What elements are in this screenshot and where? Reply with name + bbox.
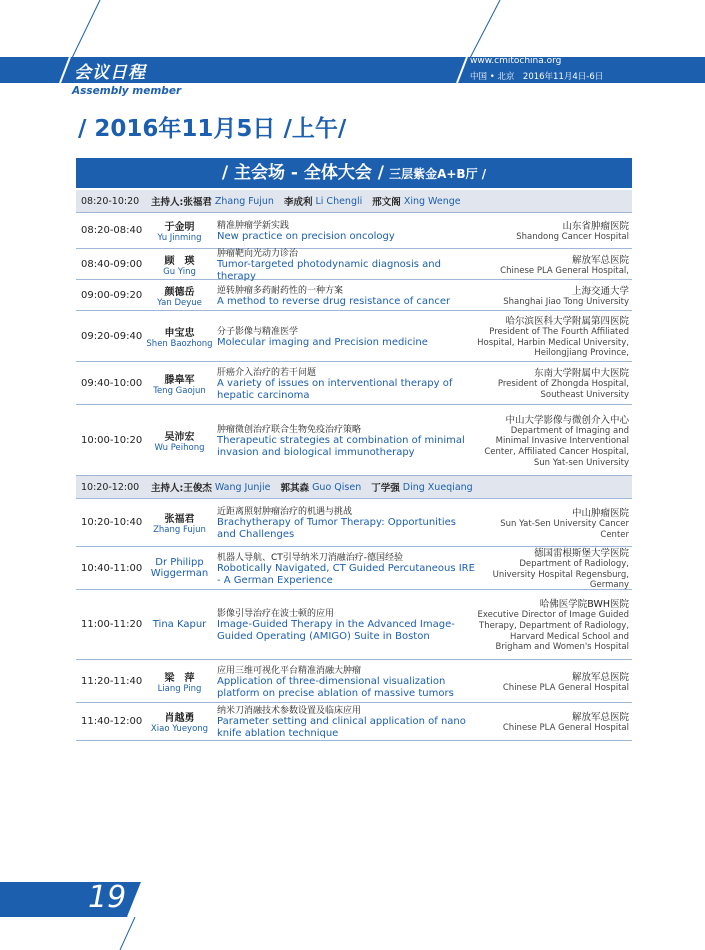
- header-decoration: [0, 0, 705, 60]
- talk-time: 10:00-10:20: [81, 434, 143, 446]
- table-row: [76, 213, 632, 249]
- speaker-name-en: Liang Ping: [157, 683, 202, 694]
- table-row: [76, 362, 632, 405]
- affiliation-zh: 解放军总医院: [571, 712, 629, 724]
- talk-title-en: Parameter setting and clinical application of nano knife ablation technique: [217, 716, 466, 739]
- affiliation-zh: 东南大学附属中大医院: [533, 368, 629, 380]
- speaker: [146, 371, 213, 396]
- talk-title-en: A method to reverse drug resistance of cancer: [217, 295, 451, 307]
- speaker-name-en: Wu Peihong: [154, 442, 205, 453]
- affiliation-zh: 上海交通大学: [571, 285, 629, 297]
- talk-title: [213, 283, 477, 308]
- affiliation: [477, 709, 632, 734]
- talk-title-zh: 逆转肿瘤多药耐药性的一种方案: [217, 285, 344, 296]
- talk-title-en: Molecular imaging and Precision medicine: [217, 336, 428, 348]
- speaker-name-en: Xiao Yueyong: [150, 724, 209, 734]
- chair-name-zh: 郭其森: [280, 483, 310, 494]
- table-row: [76, 280, 632, 311]
- speaker: [146, 510, 213, 535]
- table-row: [76, 405, 632, 476]
- table-row: [76, 703, 632, 741]
- affiliation-en: President of Zhongda Hospital, Southeast University: [497, 379, 629, 400]
- affiliation: [477, 365, 632, 400]
- affiliation: [477, 596, 632, 653]
- affiliation-en: Chinese PLA General Hospital,: [500, 265, 629, 276]
- date-title: / 2016年11月5日 /上午/: [78, 116, 347, 142]
- affiliation: [477, 283, 632, 308]
- speaker-name-zh: 吴沛宏: [164, 431, 195, 443]
- speaker-name-zh: Dr Philipp: [155, 557, 204, 568]
- speaker: [146, 252, 213, 277]
- affiliation-en: Shandong Cancer Hospital: [516, 232, 629, 243]
- affiliation: [477, 218, 632, 243]
- chair-name-en: Zhang Fujun: [214, 195, 274, 207]
- talk-title: [213, 246, 477, 283]
- talk-title-zh: 精准肿瘤学新实践: [217, 221, 290, 231]
- page-number: 19: [88, 880, 127, 915]
- talk-title-en: Brachytherapy of Tumor Therapy: Opportunities and Challenges: [217, 517, 456, 540]
- talk-title: [213, 703, 477, 740]
- talk-time: 08:40-09:00: [81, 258, 143, 270]
- affiliation-en: President of The Fourth Affiliated Hospital, Harbin Medical University, Heilongjiang Province,: [477, 327, 629, 359]
- chair-name-zh: 王俊杰: [183, 483, 212, 494]
- chair-name-en: Xing Wenge: [403, 195, 461, 207]
- affiliation-en: Department of Imaging and Minimal Invasive Interventional Center, Affiliated Cancer Hospital, Sun Yat-sen University: [484, 425, 629, 468]
- speaker-name-en: Yan Deyue: [157, 297, 202, 308]
- speaker-name-zh: 张福君: [164, 514, 195, 525]
- session-venue: 三层紫金A+B厅 /: [389, 167, 487, 181]
- chair-time: 10:20-12:00: [81, 481, 140, 493]
- talk-title-zh: 分子影像与精准医学: [217, 326, 299, 337]
- affiliation-en: Chinese PLA General Hospital: [502, 723, 629, 734]
- talk-title-zh: 影像引导治疗在波士顿的应用: [217, 609, 335, 619]
- speaker-name-zh: 肖越勇: [164, 713, 195, 724]
- talk-title-zh: 近距离照射肿瘤治疗的机遇与挑战: [217, 507, 353, 517]
- talk-title: [213, 606, 477, 643]
- chair-name-zh: 张福君: [183, 197, 212, 208]
- speaker: [146, 324, 213, 349]
- talk-title: [213, 324, 477, 349]
- speaker: [146, 619, 213, 630]
- talk-title-zh: 肿瘤靶向光动力诊治: [217, 248, 299, 259]
- speaker-name-en: Teng Gaojun: [153, 385, 206, 396]
- talk-time: 11:20-11:40: [81, 675, 143, 687]
- affiliation: [477, 505, 632, 540]
- talk-title: [213, 504, 477, 541]
- talk-time: 11:00-11:20: [81, 619, 143, 630]
- speaker: [146, 709, 213, 734]
- header-title: 会议日程: [74, 63, 146, 83]
- affiliation: [477, 252, 632, 277]
- talk-title: [213, 422, 477, 459]
- affiliation: [477, 412, 632, 469]
- affiliation-zh: 德国雷根斯堡大学医院: [533, 548, 629, 560]
- affiliation-en: Shanghai Jiao Tong University: [503, 296, 629, 307]
- speaker-name-zh: 滕皋军: [164, 374, 195, 386]
- speaker-name-zh: Tina Kapur: [152, 619, 207, 630]
- header-url[interactable]: www.cmitochina.org: [470, 56, 562, 66]
- chair-name-en: Ding Xueqiang: [402, 481, 473, 493]
- table-row: [76, 311, 632, 362]
- chair-name-zh: 李成利: [283, 197, 313, 208]
- talk-title: [213, 365, 477, 402]
- affiliation: [477, 545, 632, 591]
- talk-title-en: Tumor-targeted photodynamic diagnosis and therapy: [217, 258, 441, 282]
- affiliation: [477, 669, 632, 694]
- chair-name-zh: 邢文阁: [372, 197, 401, 208]
- talk-time: 09:00-09:20: [81, 289, 143, 301]
- talk-title-zh: 肝癌介入治疗的若干问题: [217, 367, 317, 378]
- talk-title-en: New practice on precision oncology: [217, 231, 395, 242]
- table-row: [76, 249, 632, 280]
- talk-title-zh: 纳米刀消融技术参数设置及临床应用: [217, 706, 362, 716]
- speaker-name-zh: 颜德岳: [164, 286, 195, 298]
- speaker: [146, 283, 213, 308]
- affiliation-zh: 解放军总医院: [571, 671, 629, 683]
- affiliation-en: Department of Radiology, University Hospital Regensburg, Germany: [492, 559, 629, 591]
- affiliation-zh: 哈佛医学院BWH医院: [539, 599, 629, 611]
- talk-time: 09:20-09:40: [81, 330, 143, 342]
- chair-name-zh: 丁学强: [371, 483, 400, 494]
- chair-row: [76, 190, 632, 213]
- speaker-name-en: Zhang Fujun: [153, 525, 206, 535]
- talk-time: 08:20-08:40: [81, 225, 143, 236]
- talk-title: [213, 218, 477, 243]
- affiliation: [477, 313, 632, 359]
- chair-label: 主持人:: [151, 483, 184, 494]
- talk-title-en: Image-Guided Therapy in the Advanced Image-Guided Operating (AMIGO) Suite in Boston: [217, 619, 455, 642]
- talk-title: [213, 663, 477, 700]
- chair-name-en: Guo Qisen: [312, 481, 362, 493]
- speaker-name-en: Yu Jinming: [157, 233, 202, 243]
- talk-title-en: Application of three-dimensional visualization platform on precise ablation of massive tumors: [217, 675, 454, 699]
- talk-title-zh: 肿瘤微创治疗联合生物免疫治疗策略: [217, 424, 362, 435]
- speaker: [146, 428, 213, 453]
- chair-name-en: Wang Junjie: [214, 481, 271, 493]
- affiliation-zh: 山东省肿瘤医院: [562, 221, 629, 233]
- affiliation-zh: 中山大学影像与微创介入中心: [505, 414, 629, 426]
- affiliation-zh: 解放军总医院: [571, 254, 629, 266]
- talk-title-en: A variety of issues on interventional therapy of hepatic carcinoma: [217, 377, 453, 401]
- speaker-name-zh: 于金明: [164, 222, 195, 233]
- talk-title-zh: 应用三维可视化平台精准消融大肿瘤: [217, 665, 362, 676]
- talk-time: 11:40-12:00: [81, 716, 143, 727]
- talk-time: 10:20-10:40: [81, 517, 143, 528]
- talk-time: 10:40-11:00: [81, 562, 143, 574]
- speaker-name-en: Wiggerman: [150, 568, 209, 579]
- table-row: [76, 590, 632, 660]
- speaker-name-en: Shen Baozhong: [146, 338, 213, 349]
- affiliation-zh: 哈尔滨医科大学附属第四医院: [505, 316, 629, 328]
- affiliation-en: Executive Director of Image Guided Therapy, Department of Radiology, Harvard Medical School and Brigham and Women's Hospital: [477, 610, 629, 653]
- session-title: / 主会场 - 全体大会 /: [221, 163, 384, 183]
- talk-title-en: Robotically Navigated, CT Guided Percutaneous IRE - A German Experience: [217, 562, 475, 586]
- speaker-name-en: Gu Ying: [163, 266, 196, 277]
- affiliation-en: Sun Yat-Sen University Cancer Center: [500, 518, 629, 540]
- header-info: 中国 • 北京 2016年11月4日-6日: [470, 72, 604, 82]
- speaker: [146, 669, 213, 694]
- table-row: [76, 499, 632, 547]
- chair-time: 08:20-10:20: [81, 195, 140, 207]
- chair-row: [76, 476, 632, 499]
- affiliation-zh: 中山肿瘤医院: [571, 507, 629, 519]
- talk-title: [213, 550, 477, 587]
- speaker: [146, 557, 213, 579]
- talk-time: 09:40-10:00: [81, 377, 143, 389]
- chair-name-en: Li Chengli: [315, 195, 363, 207]
- talk-title-zh: 机器人导航、CT引导纳米刀消融治疗-德国经验: [217, 552, 404, 563]
- table-row: [76, 547, 632, 590]
- speaker-name-zh: 申宝忠: [164, 327, 195, 339]
- table-row: [76, 660, 632, 703]
- speaker-name-zh: 梁 萍: [164, 672, 195, 684]
- speaker-name-zh: 顾 瑛: [164, 255, 195, 267]
- schedule-table: [76, 190, 632, 741]
- header-subtitle: Assembly member: [72, 85, 182, 97]
- session-banner: [76, 158, 632, 188]
- chair-label: 主持人:: [151, 197, 184, 208]
- talk-title-en: Therapeutic strategies at combination of minimal invasion and biological immunotherapy: [217, 434, 465, 458]
- affiliation-en: Chinese PLA General Hospital: [502, 682, 629, 693]
- speaker: [146, 218, 213, 243]
